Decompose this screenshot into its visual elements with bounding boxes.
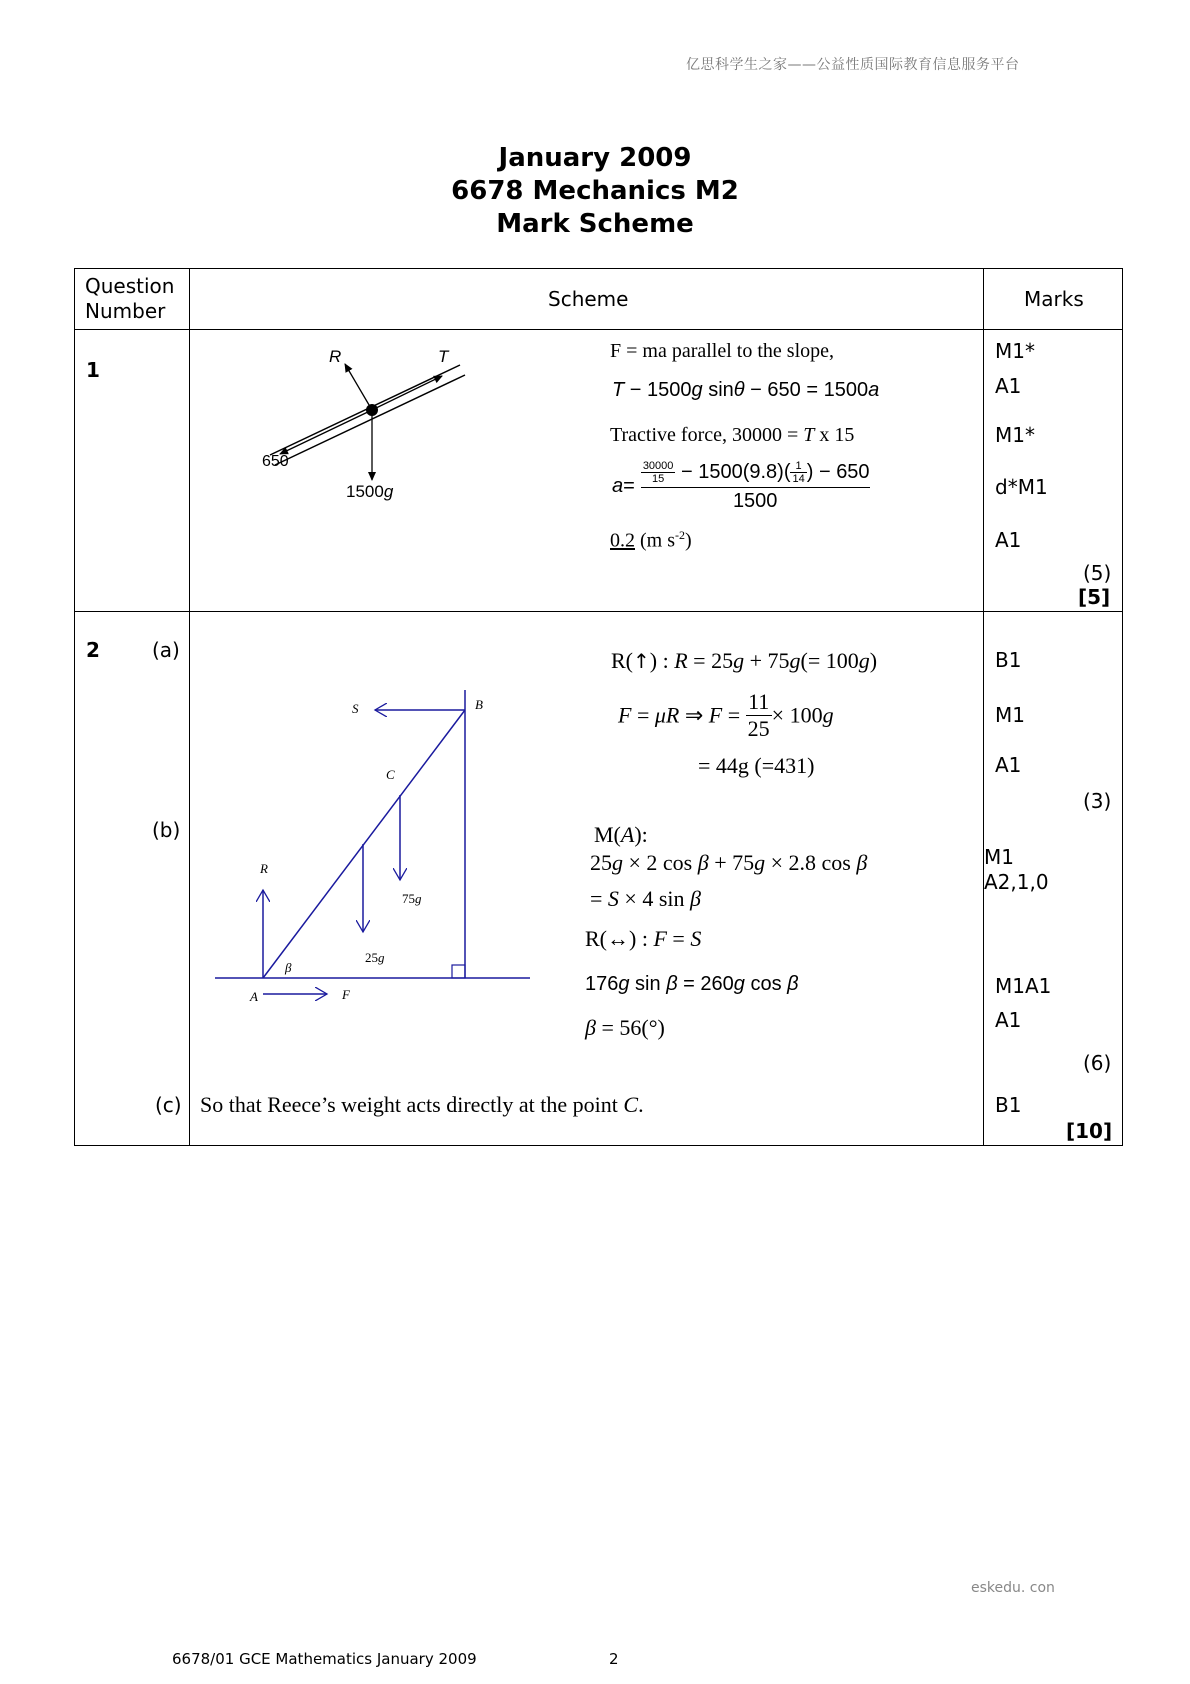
q2-part-c: (c) <box>155 1093 182 1117</box>
footer-text: 6678/01 GCE Mathematics January 2009 <box>172 1650 477 1668</box>
header-question-number: Question Number <box>85 274 175 323</box>
title-line-3: Mark Scheme <box>496 209 694 239</box>
q2b-line-5: 176g sin β = 260g cos β <box>585 973 799 995</box>
q1-mark-3: M1* <box>995 423 1035 447</box>
q2-label-B: B <box>475 697 483 712</box>
q2-part-a: (a) <box>152 638 180 662</box>
q2-label-S: S <box>352 701 359 716</box>
q2-label-R: R <box>260 861 268 876</box>
slope-line-lower <box>275 375 465 465</box>
ladder <box>263 710 465 978</box>
q2b-mark-a2: A2,1,0 <box>984 870 1049 894</box>
column-divider-2 <box>983 268 984 1146</box>
site-banner: 亿思科学生之家——公益性质国际教育信息服务平台 <box>686 57 1020 73</box>
slope-line-upper <box>270 365 460 455</box>
question-row-divider <box>74 611 1123 612</box>
q2b-mark-m1a1: M1A1 <box>995 974 1052 998</box>
header-scheme: Scheme <box>548 287 629 311</box>
q1-label-650: 650 <box>262 453 289 470</box>
q1-mark-1: M1* <box>995 339 1035 363</box>
title-line-2: 6678 Mechanics M2 <box>451 176 739 206</box>
q1-label-R: R <box>329 347 342 366</box>
column-divider-1 <box>189 268 190 1146</box>
q2a-subtotal: (3) <box>1083 789 1112 813</box>
q2-number: 2 <box>86 638 100 662</box>
q2-label-F: F <box>342 987 350 1002</box>
header-row-divider <box>74 329 1123 330</box>
q1-label-T: T <box>438 347 449 366</box>
q2b-mark-a1: A1 <box>995 1008 1022 1032</box>
q2-label-75g: 75g <box>402 891 422 906</box>
watermark: eskedu. con <box>971 1580 1055 1596</box>
q1-line-1: F = ma parallel to the slope, <box>610 340 835 362</box>
q2b-line-6: β = 56(°) <box>585 1015 665 1040</box>
q2c-answer: So that Reece’s weight acts directly at the point C. <box>200 1092 644 1117</box>
arrow-650 <box>280 410 372 454</box>
q2b-subtotal: (6) <box>1083 1051 1112 1075</box>
q2a-line-3: = 44g (=431) <box>698 753 815 778</box>
q1-subtotal: (5) <box>1083 561 1112 585</box>
q1-line-2: T − 1500g sinθ − 650 = 1500a <box>612 379 880 401</box>
q2-label-A: A <box>250 989 258 1004</box>
q2a-line-1: R(↑) : R = 25g + 75g(= 100g) <box>611 648 878 673</box>
q2-part-b: (b) <box>152 818 181 842</box>
q2b-line-4: R(↔) : F = S <box>585 926 702 951</box>
q2-label-25g: 25g <box>365 950 385 965</box>
q2a-mark-2: M1 <box>995 703 1025 727</box>
q2-total: [10] <box>1066 1119 1113 1143</box>
q2a-mark-3: A1 <box>995 753 1022 777</box>
q1-total: [5] <box>1078 585 1111 609</box>
q2b-line-1: M(A): <box>594 822 648 847</box>
q1-label-weight: 1500g <box>346 482 394 501</box>
q1-mark-4: d*M1 <box>995 475 1048 499</box>
q2a-line-2: F = μR ⇒ F = $\frac{11}{25}$ × 100g <box>618 689 834 741</box>
q2c-mark: B1 <box>995 1093 1022 1117</box>
header-marks: Marks <box>1024 287 1084 311</box>
right-angle-marker <box>452 965 465 978</box>
q2a-mark-1: B1 <box>995 648 1022 672</box>
q1-number: 1 <box>86 358 100 382</box>
q2b-line-3: = S × 4 sin β <box>590 886 701 911</box>
q1-mark-2: A1 <box>995 374 1022 398</box>
q2b-mark-m1: M1 <box>984 845 1014 869</box>
q1-mark-5: A1 <box>995 528 1022 552</box>
q2-ladder-diagram <box>200 670 540 1020</box>
q2-label-beta: β <box>285 960 292 975</box>
arrow-T <box>372 376 442 410</box>
q1-line-5: 0.2 (m $s^{-2}$) <box>610 528 692 552</box>
page-title <box>0 142 1190 241</box>
page-number: 2 <box>609 1650 619 1668</box>
title-line-1: January 2009 <box>498 143 692 173</box>
q2b-line-2: 25g × 2 cos β + 75g × 2.8 cos β <box>590 850 868 875</box>
q2-label-C: C <box>386 767 395 782</box>
q1-line-3: Tractive force, 30000 = T x 15 <box>610 424 855 446</box>
arrow-R <box>345 364 372 410</box>
q1-line-4: a= $\frac{30000}{15}$ − 1500(9.8)( $\frac{1}{14}$ ) − 650 1500 <box>612 460 870 512</box>
